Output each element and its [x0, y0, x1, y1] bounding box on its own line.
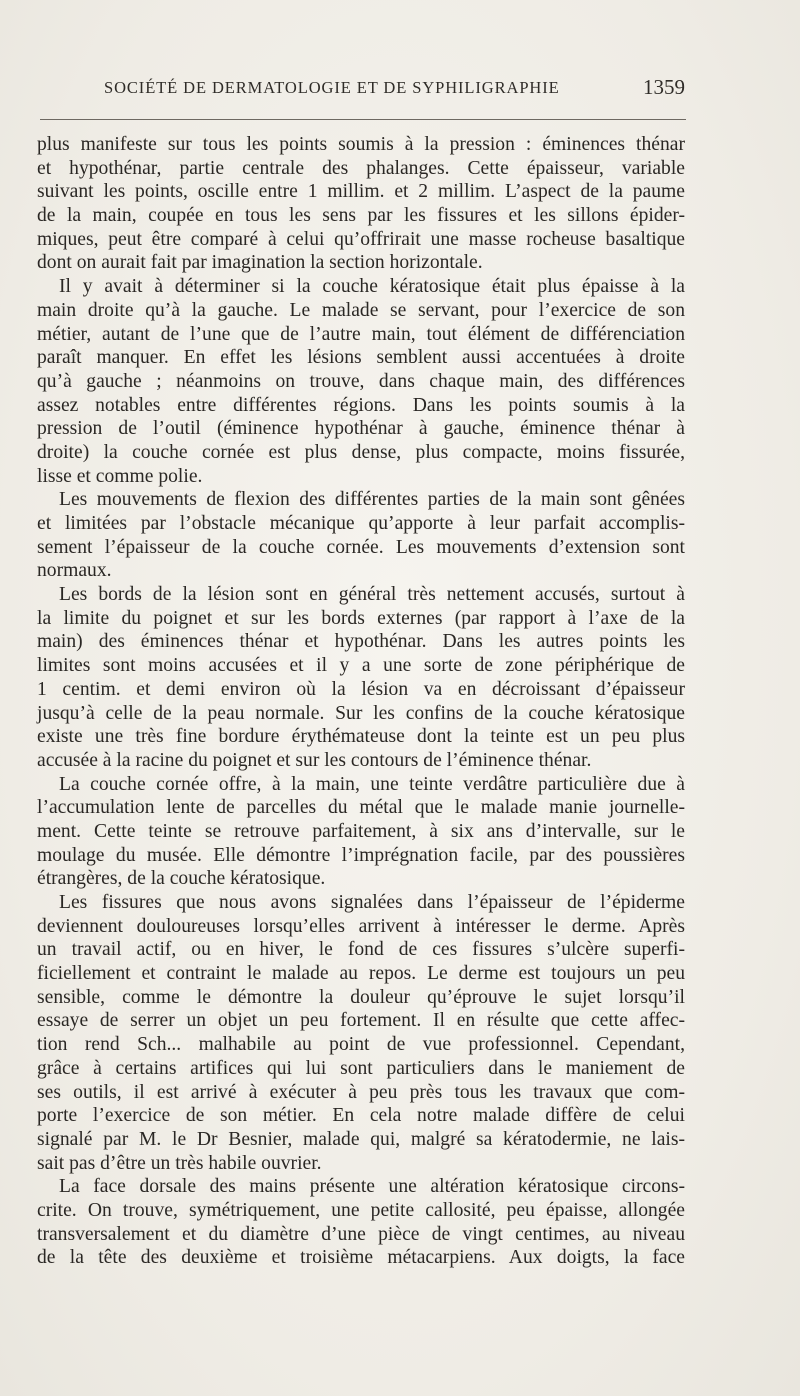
text-line: sait pas d’être un très habile ouvrier.	[37, 1152, 322, 1174]
text-line: paraît manquer. En effet les lésions semblent aussi accentuées à droite	[37, 347, 685, 369]
text-line: ses outils, il est arrivé à exécuter à peu près tous les travaux que com-	[37, 1081, 685, 1103]
text-line: sement l’épaisseur de la couche cornée. Les mouvements d’extension sont	[37, 536, 685, 558]
text-line: signalé par M. le Dr Besnier, malade qui, malgré sa kératodermie, ne lais-	[37, 1128, 685, 1150]
header-rule	[40, 119, 686, 120]
text-line: La face dorsale des mains présente une altération kératosique circons-	[59, 1176, 685, 1198]
text-line: droite) la couche cornée est plus dense, plus compacte, moins fissurée,	[37, 441, 685, 463]
page-number: 1359	[643, 75, 685, 99]
text-line: Les mouvements de flexion des différentes parties de la main sont gênées	[59, 489, 685, 511]
text-line: jusqu’à celle de la peau normale. Sur les confins de la couche kératosique	[37, 702, 685, 724]
running-header	[40, 76, 685, 106]
text-line: et hypothénar, partie centrale des phalanges. Cette épaisseur, variable	[37, 157, 685, 179]
text-line: limites sont moins accusées et il y a une sorte de zone périphérique de	[37, 655, 685, 677]
text-line: main) des éminences thénar et hypothénar. Dans les autres points les	[37, 631, 685, 653]
text-line: et limitées par l’obstacle mécanique qu’apporte à leur parfait accomplis-	[37, 513, 685, 534]
text-line: métier, autant de l’une que de l’autre main, tout élément de différenciation	[37, 323, 685, 345]
text-line: miques, peut être comparé à celui qu’offrirait une masse rocheuse basaltique	[37, 228, 685, 250]
text-line: ficiellement et contraint le malade au repos. Le derme est toujours un peu	[37, 963, 685, 985]
text-line: porte l’exercice de son métier. En cela notre malade diffère de celui	[37, 1105, 685, 1127]
text-line: plus manifeste sur tous les points soumis à la pression : éminences thénar	[37, 134, 685, 155]
text-line: accusée à la racine du poignet et sur les contours de l’éminence thénar.	[37, 749, 592, 771]
text-line: pression de l’outil (éminence hypothénar à gauche, éminence thénar à	[37, 418, 685, 440]
text-line: de la main, coupée en tous les sens par les fissures et les sillons épider-	[37, 205, 685, 227]
text-line: lisse et comme polie.	[37, 465, 203, 487]
text-line: suivant les points, oscille entre 1 millim. et 2 millim. L’aspect de la paume	[37, 181, 685, 203]
text-line: Les fissures que nous avons signalées dans l’épaisseur de l’épiderme	[59, 892, 685, 913]
text-line: essaye de serrer un objet un peu fortement. Il en résulte que cette affec-	[37, 1010, 685, 1032]
text-line: de la tête des deuxième et troisième métacarpiens. Aux doigts, la face	[37, 1247, 685, 1269]
text-line: ment. Cette teinte se retrouve parfaitement, à six ans d’intervalle, sur le	[37, 820, 685, 842]
text-line: assez notables entre différentes régions. Dans les points soumis à la	[37, 394, 685, 416]
text-line: la limite du poignet et sur les bords externes (par rapport à l’axe de la	[37, 607, 685, 629]
running-title: SOCIÉTÉ DE DERMATOLOGIE ET DE SYPHILIGRAPHIE	[104, 78, 560, 97]
text-line: l’accumulation lente de parcelles du métal que le malade manie journelle-	[37, 797, 685, 819]
text-line: Il y avait à déterminer si la couche kératosique était plus épaisse à la	[59, 276, 685, 298]
text-line: normaux.	[37, 560, 112, 582]
text-line: transversalement et du diamètre d’une pièce de vingt centimes, au niveau	[37, 1223, 685, 1245]
text-line: 1 centim. et demi environ où la lésion va en décroissant d’épaisseur	[37, 678, 685, 700]
text-line: deviennent douloureuses lorsqu’elles arrivent à intéresser le derme. Après	[37, 915, 685, 937]
text-line: étrangères, de la couche kératosique.	[37, 868, 326, 890]
text-line: sensible, comme le démontre la douleur qu’éprouve le sujet lorsqu’il	[37, 986, 685, 1008]
text-line: dont on aurait fait par imagination la section horizontale.	[37, 252, 483, 274]
text-line: grâce à certains artifices qui lui sont particuliers dans le maniement de	[37, 1057, 685, 1079]
text-line: main droite qu’à la gauche. Le malade se servant, pour l’exercice de son	[37, 299, 685, 321]
text-line: moulage du musée. Elle démontre l’imprégnation facile, par des poussières	[37, 844, 685, 866]
body-text	[37, 133, 685, 1270]
text-line: un travail actif, ou en hiver, le fond de ces fissures s’ulcère superfi-	[37, 939, 685, 961]
text-line: crite. On trouve, symétriquement, une petite callosité, peu épaisse, allongée	[37, 1199, 685, 1221]
text-line: existe une très fine bordure érythémateuse dont la teinte est un peu plus	[37, 726, 685, 748]
text-line: Les bords de la lésion sont en général très nettement accusés, surtout à	[59, 584, 685, 606]
text-line: qu’à gauche ; néanmoins on trouve, dans chaque main, des différences	[37, 370, 685, 392]
text-line: tion rend Sch... malhabile au point de vue professionnel. Cependant,	[37, 1034, 685, 1056]
text-line: La couche cornée offre, à la main, une teinte verdâtre particulière due à	[59, 773, 685, 795]
